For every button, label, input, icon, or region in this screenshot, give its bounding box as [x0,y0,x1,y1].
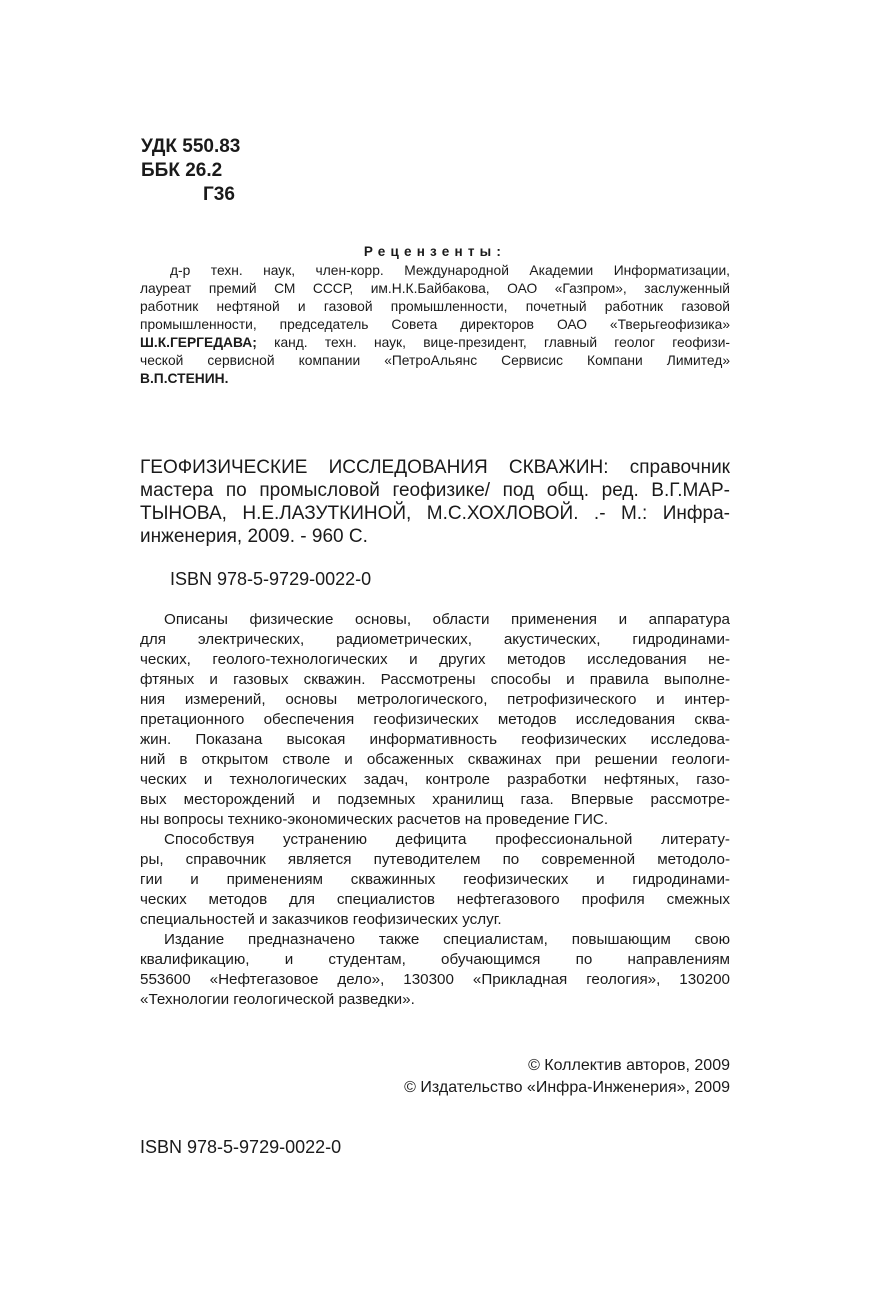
abstract-line: гии и применениям скважинных геофизических и гидродинами- [140,871,730,888]
reviewer-line: работник нефтяной и газовой промышленности, почетный работник газовой [140,299,730,314]
abstract-line: ческих методов для специалистов нефтегазового профиля смежных [140,891,730,908]
abstract-line: ний в открытом стволе и обсаженных скважинах при решении геологи- [140,751,730,768]
reviewer-line: ческой сервисной компании «ПетроАльянс Сервисис Компани Лимитед» [140,353,730,368]
abstract-line: «Технологии геологической разведки». [140,991,415,1008]
abstract-line: специальностей и заказчиков геофизических услуг. [140,911,502,928]
author-mark: Г36 [203,184,235,205]
bibliography-line: инженерия, 2009. - 960 С. [140,526,368,547]
abstract-line: Описаны физические основы, области применения и аппаратура [164,611,730,628]
abstract-line: Способствуя устранению дефицита профессиональной литерату- [164,831,730,848]
abstract-line: ческих и технологических задач, контроле разработки нефтяных, газо- [140,771,730,788]
reviewer-line: лауреат премий СМ СССР, им.Н.К.Байбакова, ОАО «Газпром», заслуженный [140,281,730,296]
abstract-line: жин. Показана высокая информативность геофизических исследова- [140,731,730,748]
reviewer-line [140,334,730,352]
abstract-line: ны вопросы технико-экономических расчетов на проведение ГИС. [140,811,609,828]
abstract-line: вых месторождений и подземных хранилищ газа. Впервые рассмотре- [140,791,730,808]
bibliography-line: ТЫНОВА, Н.Е.ЛАЗУТКИНОЙ, М.С.ХОХЛОВОЙ. .- М.: Инфра- [140,503,730,524]
bbk-code: ББК 26.2 [141,160,223,181]
reviewer-line: промышленности, председатель Совета директоров ОАО «Тверьгеофизика» [140,317,730,332]
abstract-line: ческих, геолого-технологических и других методов исследования не- [140,651,730,668]
classification-codes [141,135,240,207]
abstract-line: Издание предназначено также специалистам, повышающим свою [164,931,730,948]
isbn-bottom: ISBN 978-5-9729-0022-0 [140,1137,342,1157]
bibliography-line: мастера по промысловой геофизике/ под общ. ред. В.Г.МАР- [140,480,730,501]
abstract-line: ния измерений, основы метрологического, петрофизического и интер- [140,691,730,708]
abstract-line: для электрических, радиометрических, акустических, гидродинами- [140,631,730,648]
abstract-line: 553600 «Нефтегазовое дело», 130300 «Прикладная геология», 130200 [140,971,730,988]
reviewer-name: В.П.СТЕНИН. [140,371,229,386]
reviewers-title: Рецензенты: [363,244,507,259]
reviewer-credentials: канд. техн. наук, вице-президент, главный геолог геофизи- [256,335,730,350]
bibliography-line: ГЕОФИЗИЧЕСКИЕ ИССЛЕДОВАНИЯ СКВАЖИН: справочник [140,457,730,478]
copyright-authors: © Коллектив авторов, 2009 [528,1057,730,1074]
abstract-line: квалификацию, и студентам, обучающимся по направлениям [140,951,730,968]
abstract-line: фтяных и газовых скважин. Рассмотрены способы и правила выполне- [140,671,730,688]
reviewer-line: д-р техн. наук, член-корр. Международной Академии Информатизации, [170,263,730,278]
reviewer-name: Ш.К.ГЕРГЕДАВА; [140,335,257,350]
abstract-line: ры, справочник является путеводителем по современной методоло- [140,851,730,868]
reviewer-line [140,370,730,388]
isbn-top: ISBN 978-5-9729-0022-0 [170,569,372,589]
abstract-line: претационного обеспечения геофизических методов исследования сква- [140,711,730,728]
udk-code: УДК 550.83 [141,136,241,157]
copyright-publisher: © Издательство «Инфра-Инженерия», 2009 [404,1079,730,1096]
